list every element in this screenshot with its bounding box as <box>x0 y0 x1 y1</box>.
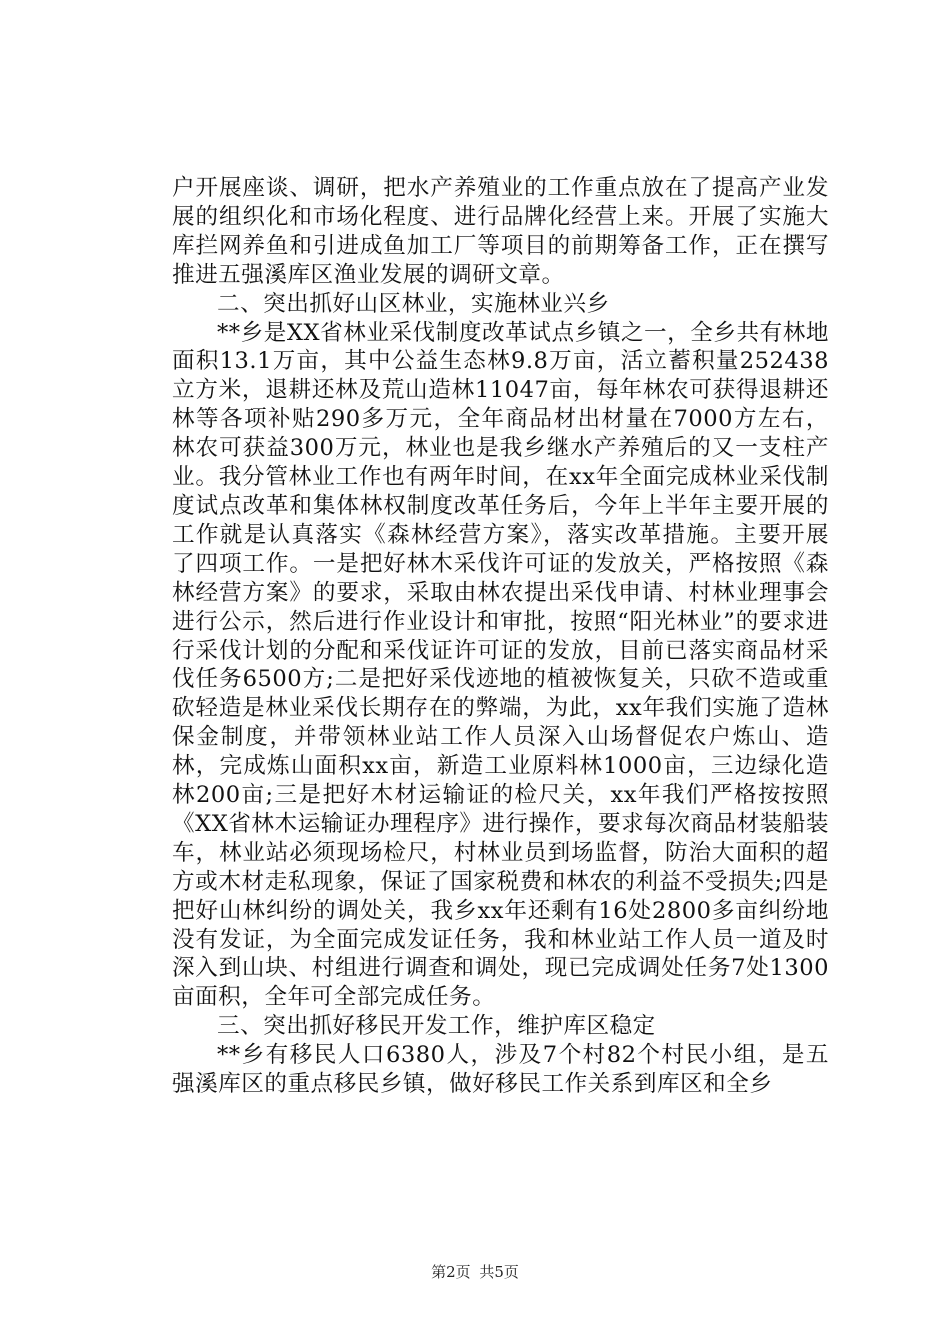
paragraph-resettlement: **乡有移民人口6380人，涉及7个村82个村民小组，是五强溪库区的重点移民乡镇，做好移民工作关系到库区和全乡 <box>172 1042 829 1098</box>
page-number: 第2页 <box>431 1263 471 1281</box>
page-footer <box>0 1261 950 1282</box>
paragraph-forestry: **乡是XX省林业采伐制度改革试点乡镇之一，全乡共有林地面积13.1万亩，其中公益生态林9.8万亩，活立蓄积量252438立方米，退耕还林及荒山造林11047亩，每年林农可获得退耕还林等各项补贴290多万元，全年商品材出材量在7000方左右，林农可获益300万元，林业也是我乡继水产养殖后的又一支柱产业。我分管林业工作也有两年时间，在xx年全面完成林业采伐制度试点改革和集体林权制度改革任务后，今年上半年主要开展的工作就是认真落实《森林经营方案》，落实改革措施。主要开展了四项工作。一是把好林木采伐许可证的发放关，严格按照《森林经营方案》的要求，采取由林农提出采伐申请、村林业理事会进行公示，然后进行作业设计和审批，按照“阳光林业”的要求进行采伐计划的分配和采伐证许可证的发放，目前已落实商品材采伐任务6500方;二是把好采伐迹地的植被恢复关，只砍不造或重砍轻造是林业采伐长期存在的弊端，为此，xx年我们实施了造林保金制度，并带领林业站工作人员深入山场督促农户炼山、造林，完成炼山面积xx亩，新造工业原料林1000亩，三边绿化造林200亩;三是把好木材运输证的检尺关，xx年我们严格按按照《XX省林木运输证办理程序》进行操作，要求每次商品材装船装车，林业站必须现场检尺，村林业员到场监督，防治大面积的超方或木材走私现象，保证了国家税费和林农的利益不受损失;四是把好山林纠纷的调处关，我乡xx年还剩有16处2800多亩纠纷地没有发证，为全面完成发证任务，我和林业站工作人员一道及时深入到山块、村组进行调查和调处，现已完成调处任务7处1300亩面积，全年可全部完成任务。 <box>172 319 829 1011</box>
section-heading-resettlement: 三、突出抓好移民开发工作，维护库区稳定 <box>217 1013 656 1040</box>
page-total: 共5页 <box>479 1263 519 1281</box>
document-body <box>172 174 829 1099</box>
paragraph-continuation: 户开展座谈、调研，把水产养殖业的工作重点放在了提高产业发展的组织化和市场化程度、进行品牌化经营上来。开展了实施大库拦网养鱼和引进成鱼加工厂等项目的前期筹备工作，正在撰写推进五强溪库区渔业发展的调研文章。 <box>172 175 829 288</box>
section-heading-forestry: 二、突出抓好山区林业，实施林业兴乡 <box>217 290 610 317</box>
